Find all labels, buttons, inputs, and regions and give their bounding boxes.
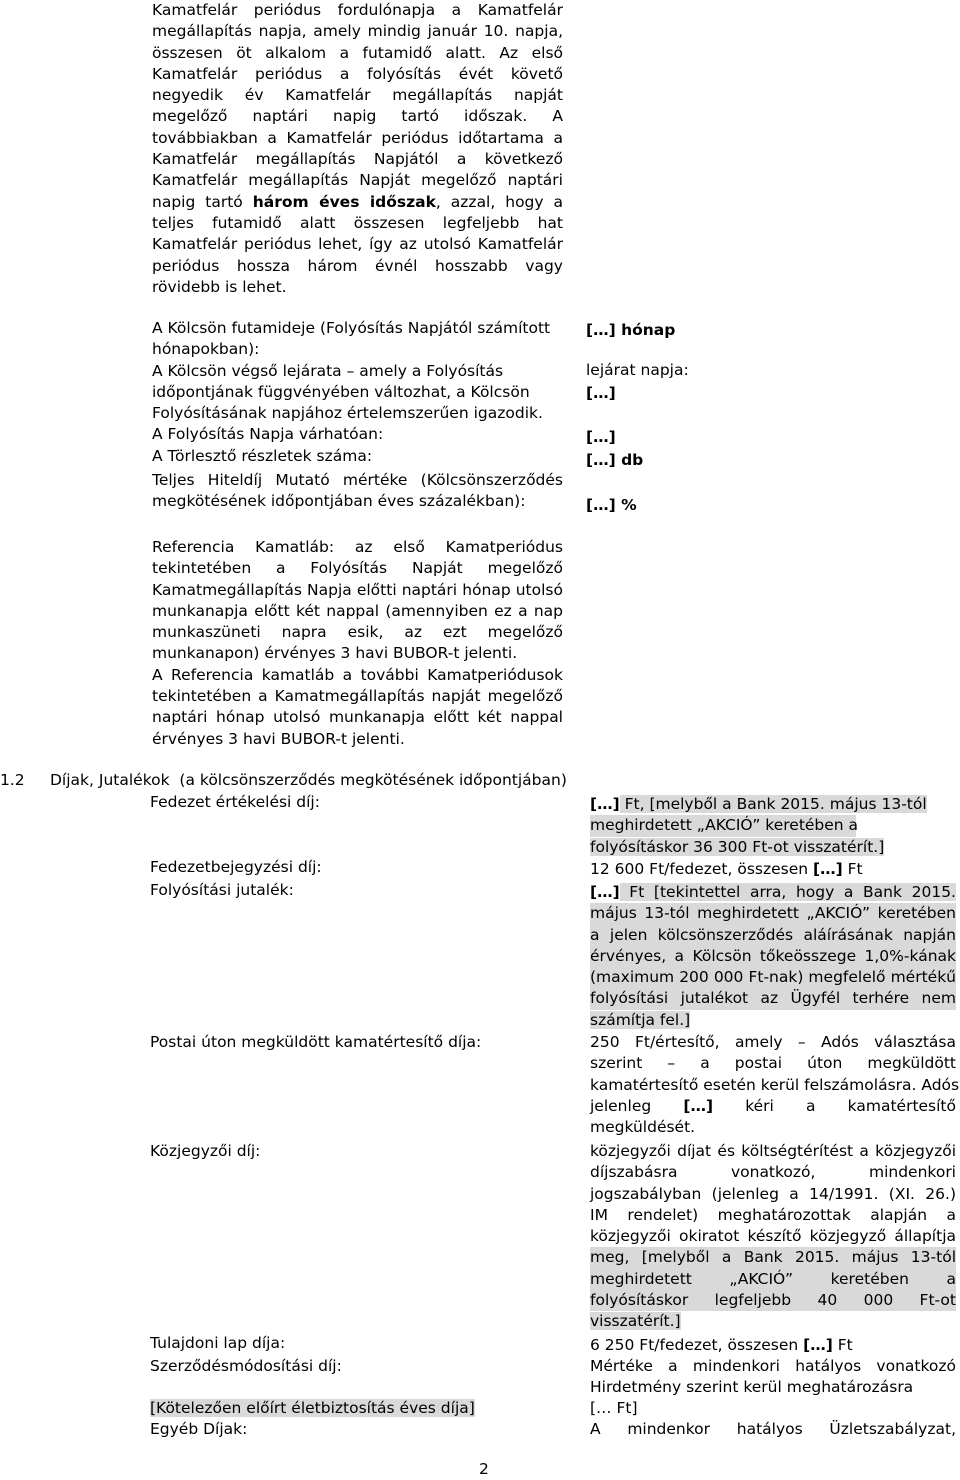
reference-line: érvényes 3 havi BUBOR-t jelenti. xyxy=(152,729,405,748)
text-run: 6 250 Ft/fedezet, összesen xyxy=(590,1336,804,1354)
reference-line: tekintetében a Kamatmegállapítás napját megelőző xyxy=(152,687,563,706)
text-run: 12 600 Ft/fedezet, összesen xyxy=(590,860,814,878)
intro-paragraph xyxy=(152,0,563,298)
shaded-line xyxy=(590,1010,956,1031)
text-run: , azzal, hogy a xyxy=(435,192,564,211)
placeholder-bracket: […] xyxy=(586,384,616,402)
other-fees-label: Egyéb Díjak: xyxy=(150,1420,248,1438)
label-line: Teljes Hiteldíj Mutató mértéke (Kölcsönszerződés xyxy=(152,471,563,489)
unit: % xyxy=(615,496,637,514)
amendment-fee-label: Szerződésmódosítási díj: xyxy=(150,1357,342,1375)
registration-fee-value xyxy=(590,859,863,880)
reference-line: A Referencia kamatláb a további Kamatperiódusok xyxy=(152,665,563,684)
land-registry-fee-label: Tulajdoni lap díja: xyxy=(150,1334,286,1352)
label-line: A Kölcsön futamideje (Folyósítás Napjától számított xyxy=(152,319,551,337)
label-line: A Folyósítás Napja várhatóan: xyxy=(152,425,384,444)
placeholder-bracket: […] xyxy=(590,883,620,901)
label-line: A Kölcsön végső lejárata – amely a Folyósítás xyxy=(152,361,504,380)
intro-line: Kamatfelár periódus a folyósítás évét követő xyxy=(152,64,563,83)
postal-fee-label: Postai úton megküldött kamatértesítő díja: xyxy=(150,1033,482,1051)
label-line: hónapokban): xyxy=(152,340,260,359)
shaded-text: Ft [tekintettel arra, hogy a Bank 2015. xyxy=(619,883,956,901)
value-line: közjegyzői okiratot készítő közjegyző állapítja xyxy=(590,1227,956,1246)
value-line: Hirdetmény szerint kerül meghatározásra xyxy=(590,1378,914,1397)
reference-line: Kamatmegállapítás Napja előtti naptári hónap utolsó xyxy=(152,580,563,599)
shaded-line xyxy=(590,1311,956,1332)
appraisal-fee-label: Fedezet értékelési díj: xyxy=(150,793,320,811)
reference-line: naptári hónap utolsó munkanapja előtt két nappal xyxy=(152,708,563,727)
disbursement-fee-value xyxy=(590,882,956,1031)
amendment-fee-value xyxy=(590,1356,956,1399)
shaded-text: folyósításkor legfeljebb 40 000 Ft-ot xyxy=(590,1290,956,1311)
reference-line: tekintetében a Folyósítás Napját megelőző xyxy=(152,559,563,578)
postal-fee-value xyxy=(590,1032,960,1138)
insurance-fee-value: [… Ft] xyxy=(590,1399,638,1417)
shaded-text: meghirdetett „AKCIÓ” keretében a xyxy=(590,815,856,836)
placeholder-bracket: […] xyxy=(586,451,616,469)
unit: db xyxy=(615,451,644,469)
shaded-text: számítja fel.] xyxy=(590,1010,691,1029)
notary-fee-label: Közjegyzői díj: xyxy=(150,1142,261,1160)
shaded-text: (maximum 200 000 Ft-nak) megfelelő mértékű xyxy=(590,967,956,988)
unit: hónap xyxy=(615,321,676,339)
value-line: díjszabásra vonatkozó, mindenkori xyxy=(590,1163,956,1182)
label-line: A Törlesztő részletek száma: xyxy=(152,446,373,465)
intro-line-emphasis xyxy=(152,192,563,213)
intro-line: Kamatfelár megállapítás Napjától a következő xyxy=(152,150,563,169)
text-run: Ft xyxy=(832,1336,853,1354)
shaded-text: május 13-tól meghirdetett „AKCIÓ” keretében xyxy=(590,903,956,924)
intro-line: Kamatfelár periódus lehet, így az utolsó Kamatfelár xyxy=(152,235,563,254)
bold-run: három éves időszak xyxy=(252,192,436,211)
maturity-value xyxy=(586,383,616,404)
placeholder-bracket: […] xyxy=(590,795,620,813)
appraisal-fee-value xyxy=(590,794,927,858)
value-line: jogszabályban (jelenleg a 14/1991. (XI. 26.) xyxy=(590,1184,956,1203)
intro-line: negyedik év Kamatfelár megállapítás napját xyxy=(152,86,563,105)
placeholder-bracket: […] xyxy=(683,1096,714,1115)
intro-line: teljes futamidő alatt összesen legfeljebb hat xyxy=(152,213,563,232)
text-run: kéri a kamatértesítő xyxy=(713,1096,956,1115)
text-run: jelenleg xyxy=(590,1096,684,1115)
placeholder-bracket: […] xyxy=(813,860,843,878)
placeholder-bracket: […] xyxy=(586,496,616,514)
thm-value xyxy=(586,495,637,516)
intro-line: Kamatfelár periódus fordulónapja a Kamatfelár xyxy=(152,1,563,19)
thm-label xyxy=(152,470,563,513)
reference-line: Referencia Kamatláb: az első Kamatperiódus xyxy=(152,538,563,556)
intro-line: megelőző naptári napig tartó időszak. A xyxy=(152,107,563,126)
value-line: szerint – a postai úton megküldött xyxy=(590,1054,956,1073)
intro-line: rövidebb is lehet. xyxy=(152,277,287,296)
term-value xyxy=(586,320,675,341)
shaded-text: Ft, [melyből a Bank 2015. május 13-tól xyxy=(619,795,927,813)
text-run: napig tartó xyxy=(152,192,253,211)
disbursement-value xyxy=(586,427,616,448)
placeholder-bracket: […] xyxy=(803,1336,833,1354)
registration-fee-label: Fedezetbejegyzési díj: xyxy=(150,858,322,876)
label-line: Folyósításának napjához értelemszerűen igazodik. xyxy=(152,404,543,423)
maturity-value-label: lejárat napja: xyxy=(586,361,689,379)
section-title: Díjak, Jutalékok (a kölcsönszerződés megkötésének időpontjában) xyxy=(50,771,567,789)
reference-line: munkanapon) érvényes 3 havi BUBOR-t jelenti. xyxy=(152,644,518,663)
intro-line: összesen öt alkalom a futamidő alatt. Az első xyxy=(152,43,563,62)
value-line: megküldését. xyxy=(590,1118,696,1137)
shaded-text: meg, [melyből a Bank 2015. május 13-tól xyxy=(590,1247,956,1268)
page-number: 2 xyxy=(479,1460,489,1478)
shaded-text: meghirdetett „AKCIÓ” keretében a xyxy=(590,1269,956,1290)
loan-term-label xyxy=(152,318,550,467)
shaded-text: a jelen kölcsönszerződés aláírásának napján xyxy=(590,925,956,946)
intro-line: Kamatfelár megállapítás Napját megelőző naptári xyxy=(152,171,563,190)
intro-line: megállapítás napja, amely mindig január 10. napja, xyxy=(152,22,563,41)
disbursement-fee-label: Folyósítási jutalék: xyxy=(150,881,294,899)
value-line: Mértéke a mindenkori hatályos vonatkozó xyxy=(590,1357,956,1375)
reference-paragraph xyxy=(152,537,563,750)
placeholder-bracket: […] xyxy=(586,428,616,446)
reference-line: munkaszüneti napra esik, az ezt megelőző xyxy=(152,623,563,642)
intro-line: továbbiakban a Kamatfelár periódus időtartama a xyxy=(152,128,563,147)
reference-line: munkanapja előtt két nappal (amennyiben ez a nap xyxy=(152,601,563,620)
land-registry-fee-value xyxy=(590,1335,853,1356)
value-line: 250 Ft/értesítő, amely – Adós választása xyxy=(590,1033,956,1051)
label-line: megkötésének időpontjában éves százalékban): xyxy=(152,492,526,511)
section-number: 1.2 xyxy=(0,771,25,789)
notary-fee-value xyxy=(590,1141,956,1333)
value-line: A mindenkor hatályos Üzletszabályzat, xyxy=(590,1420,956,1438)
shaded-text: [Kötelezően előírt életbiztosítás éves díja] xyxy=(150,1399,475,1417)
shaded-text: visszatérít.] xyxy=(590,1312,681,1331)
other-fees-value xyxy=(590,1419,956,1440)
placeholder-bracket: […] xyxy=(586,321,616,339)
intro-line: periódus hossza három évnél hosszabb vagy xyxy=(152,256,563,275)
value-line: IM rendelet) meghatározottak alapján a xyxy=(590,1205,956,1224)
installments-value xyxy=(586,450,643,471)
insurance-fee-label xyxy=(150,1398,475,1419)
shaded-text: folyósításkor 36 300 Ft-ot visszatérít.] xyxy=(590,837,885,856)
value-line: kamatértesítő esetén kerül felszámolásra. Adós xyxy=(590,1075,960,1094)
shaded-text: folyósítási jutalékot az Ügyfél terhére nem xyxy=(590,988,956,1009)
text-run: Ft xyxy=(842,860,863,878)
value-line: közjegyzői díjat és költségtérítést a közjegyzői xyxy=(590,1142,956,1160)
label-line: időpontjának függvényében változhat, a Kölcsön xyxy=(152,382,530,401)
shaded-text: érvényes, a Kölcsön tőkeösszege 1,0%-kának xyxy=(590,946,956,967)
